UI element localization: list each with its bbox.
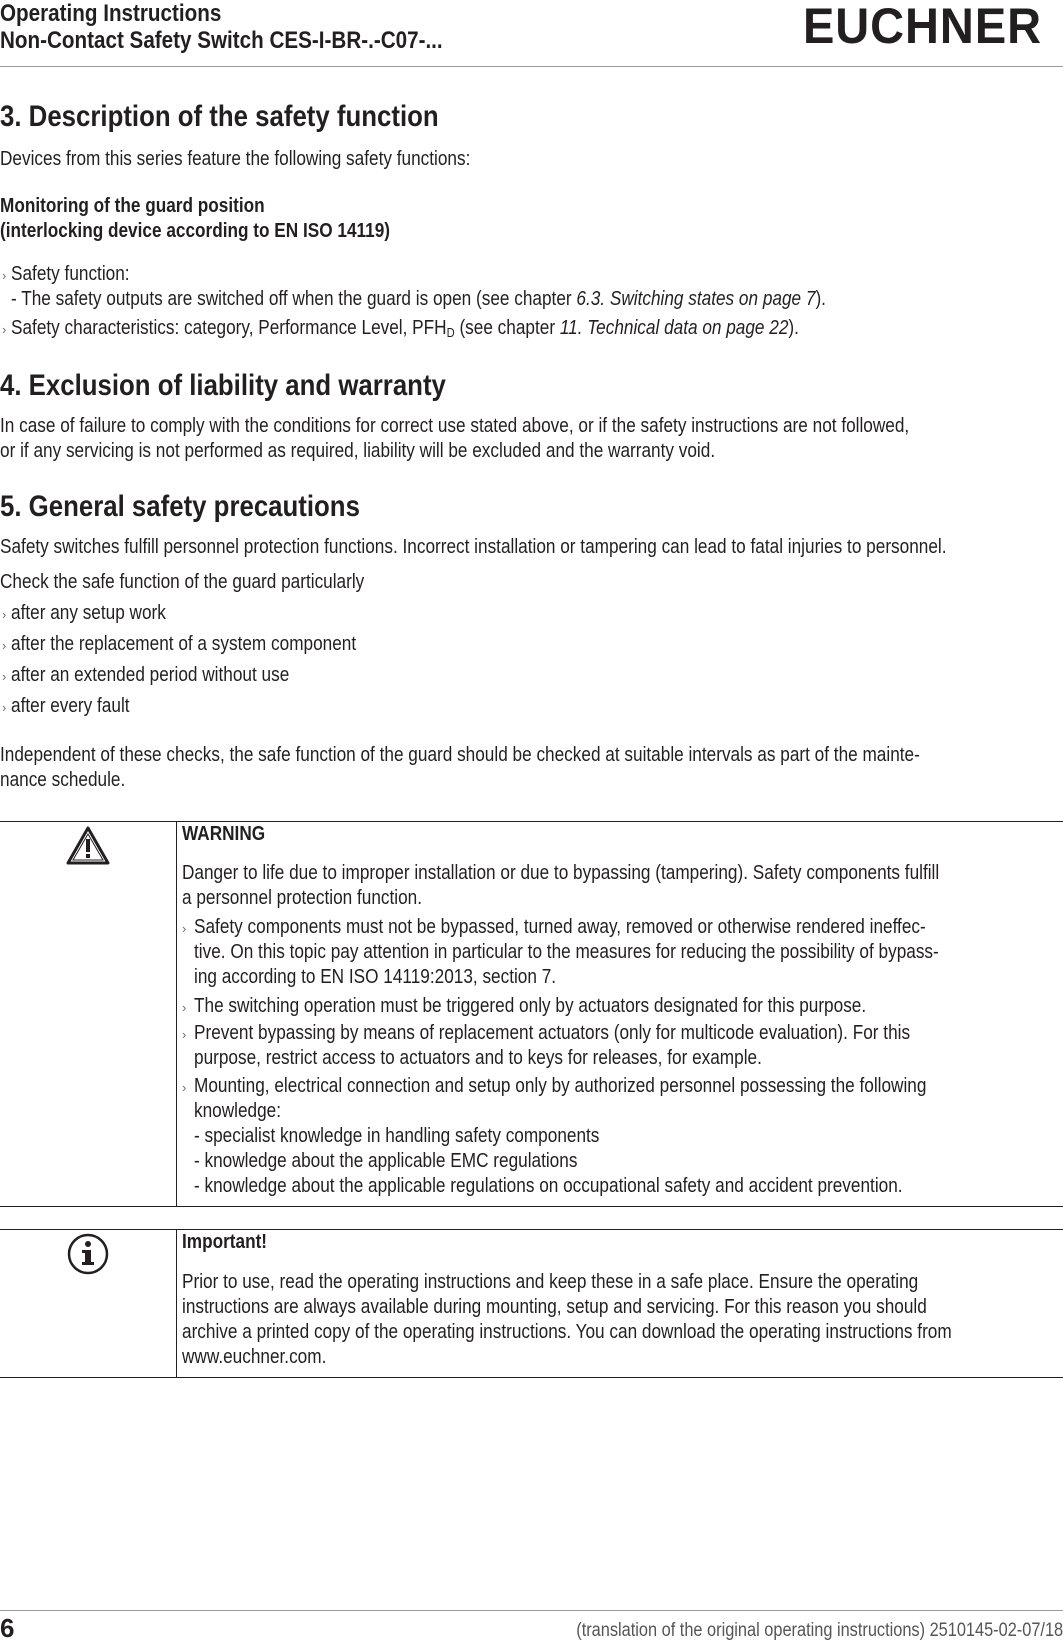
section-3-heading-text: 3. Description of the safety function [0,100,439,133]
important-paragraph [182,1270,1063,1370]
section-3-intro-text: Devices from this series feature the following safety functions: [0,148,471,170]
important-box-bottom-border [0,1377,1063,1378]
check-intro-text: Check the safe function of the guard particularly [0,571,365,593]
check-item-fault: after every fault [11,695,130,717]
warning-b1-line-3: ing according to EN ISO 14119:2013, section 7. [194,966,557,988]
section-4-line-1: In case of failure to comply with the conditions for correct use stated above, or if the safety instructions are not followed, [0,415,910,437]
title-line-2: Non-Contact Safety Switch CES-I-BR-.-C07-... [0,27,443,54]
warning-b3-line-2: purpose, restrict access to actuators and to keys for releases, for example. [194,1047,762,1069]
independent-line-1: Independent of these checks, the safe function of the guard should be checked at suitable intervals as part of the mainte- [0,744,920,766]
warning-bullet-bypass [194,915,1060,990]
section-5-paragraph [0,535,1063,560]
page-number: 6 [0,1613,15,1643]
header-divider [0,66,1063,67]
euchner-website-link[interactable]: www.euchner.com. [182,1346,327,1368]
warning-b4-line-3: - specialist knowledge in handling safety components [194,1125,600,1147]
characteristics-end: ). [788,317,799,339]
section-5-line-1: Safety switches fulfill personnel protection functions. Incorrect installation or tampering can lead to fatal injuries to personnel. [0,536,947,558]
switching-states-reference[interactable]: 6.3. Switching states on page 7 [576,288,816,310]
characteristics-text: Safety characteristics: category, Performance Level, PFH [11,317,447,339]
important-title [182,1230,281,1255]
list-item [11,694,149,719]
title-line-1: Operating Instructions [0,0,222,27]
subheading-line-1: Monitoring of the guard position [0,195,265,217]
safety-characteristics-item [11,316,927,341]
check-item-replacement: after the replacement of a system component [11,633,357,655]
warning-b1-line-2: tive. On this topic pay attention in particular to the measures for reducing the possibility of bypass- [194,941,939,963]
check-item-extended-period: after an extended period without use [11,664,290,686]
info-icon [65,1231,111,1277]
warning-intro [182,861,1062,911]
important-line-3: archive a printed copy of the operating instructions. You can download the operating instructions from [182,1321,952,1343]
warning-b4-line-1: Mounting, electrical connection and setup only by authorized personnel possessing the following [194,1075,927,1097]
warning-intro-line-2: a personnel protection function. [182,887,423,909]
bullet-marker: › [182,1080,187,1095]
safety-characteristics-text [11,316,799,341]
list-item [11,601,191,626]
list-item [11,632,412,657]
warning-b4-line-4: - knowledge about the applicable EMC regulations [194,1150,578,1172]
section-4-paragraph [0,414,1057,464]
bullet-marker: › [2,669,7,684]
warning-title-text: WARNING [182,823,266,845]
warning-box-bottom-border [0,1206,1063,1207]
bullet-marker: › [182,1000,187,1015]
footer-text [497,1620,1063,1642]
section-4-heading-text: 4. Exclusion of liability and warranty [0,369,446,402]
section-3-heading [0,100,510,134]
footer-text-content: (translation of the original operating instructions) 2510145-02-07/18 [576,1620,1063,1641]
safety-function-item [11,262,959,312]
warning-box-divider [176,821,177,1206]
warning-triangle-icon [65,822,111,868]
important-line-1: Prior to use, read the operating instructions and keep these in a safe place. Ensure the operating [182,1271,919,1293]
technical-data-reference[interactable]: 11. Technical data on page 22 [559,317,789,339]
warning-b2-line-1: The switching operation must be triggered only by actuators designated for this purpose. [194,995,867,1017]
important-box-divider [176,1229,177,1377]
bullet-marker: › [182,1027,187,1042]
warning-bullet-mounting [194,1074,1046,1199]
warning-b4-line-5: - knowledge about the applicable regulations on occupational safety and accident prevention. [194,1175,903,1197]
section-3-intro [0,147,547,172]
section-3-subheading [0,194,453,244]
section-5-heading [0,490,419,524]
check-item-setup: after any setup work [11,602,166,624]
section-4-line-2: or if any servicing is not performed as required, liability will be excluded and the warranty void. [0,440,716,462]
list-item [11,663,335,688]
bullet-marker: › [2,322,7,337]
check-intro [0,570,424,595]
euchner-logo: EUCHNER [803,0,1042,54]
bullet-marker: › [2,607,7,622]
warning-b1-line-1: Safety components must not be bypassed, turned away, removed or otherwise rendered ineffec- [194,916,926,938]
independent-line-2: nance schedule. [0,769,126,791]
safety-function-label: Safety function: [11,263,130,285]
warning-bullet-switching [194,994,976,1019]
bullet-marker: › [182,921,187,936]
characteristics-mid: (see chapter [454,317,560,339]
warning-intro-line-1: Danger to life due to improper installation or due to bypassing (tampering). Safety components fulfill [182,862,940,884]
bullet-marker: › [2,638,7,653]
detail-end: ). [815,288,826,310]
important-line-2: instructions are always available during mounting, setup and servicing. For this reason you should [182,1296,927,1318]
safety-function-detail [11,287,826,312]
warning-box-top-border [0,821,1063,822]
independent-paragraph [0,743,1063,793]
detail-text: - The safety outputs are switched off when the guard is open (see chapter [11,288,577,310]
warning-b3-line-1: Prevent bypassing by means of replacement actuators (only for multicode evaluation). For this [194,1022,911,1044]
pfh-subscript: D [446,325,455,340]
warning-b4-line-2: knowledge: [194,1100,282,1122]
section-4-heading [0,369,518,403]
document-title [0,0,515,54]
footer-divider [0,1610,1063,1611]
section-5-heading-text: 5. General safety precautions [0,490,360,523]
warning-title [182,822,279,847]
important-box-top-border [0,1229,1063,1230]
subheading-line-2: (interlocking device according to EN ISO 14119) [0,220,390,242]
bullet-marker: › [2,700,7,715]
warning-bullet-replacement [194,1021,1027,1071]
bullet-marker: › [2,268,7,283]
important-title-text: Important! [182,1231,268,1253]
